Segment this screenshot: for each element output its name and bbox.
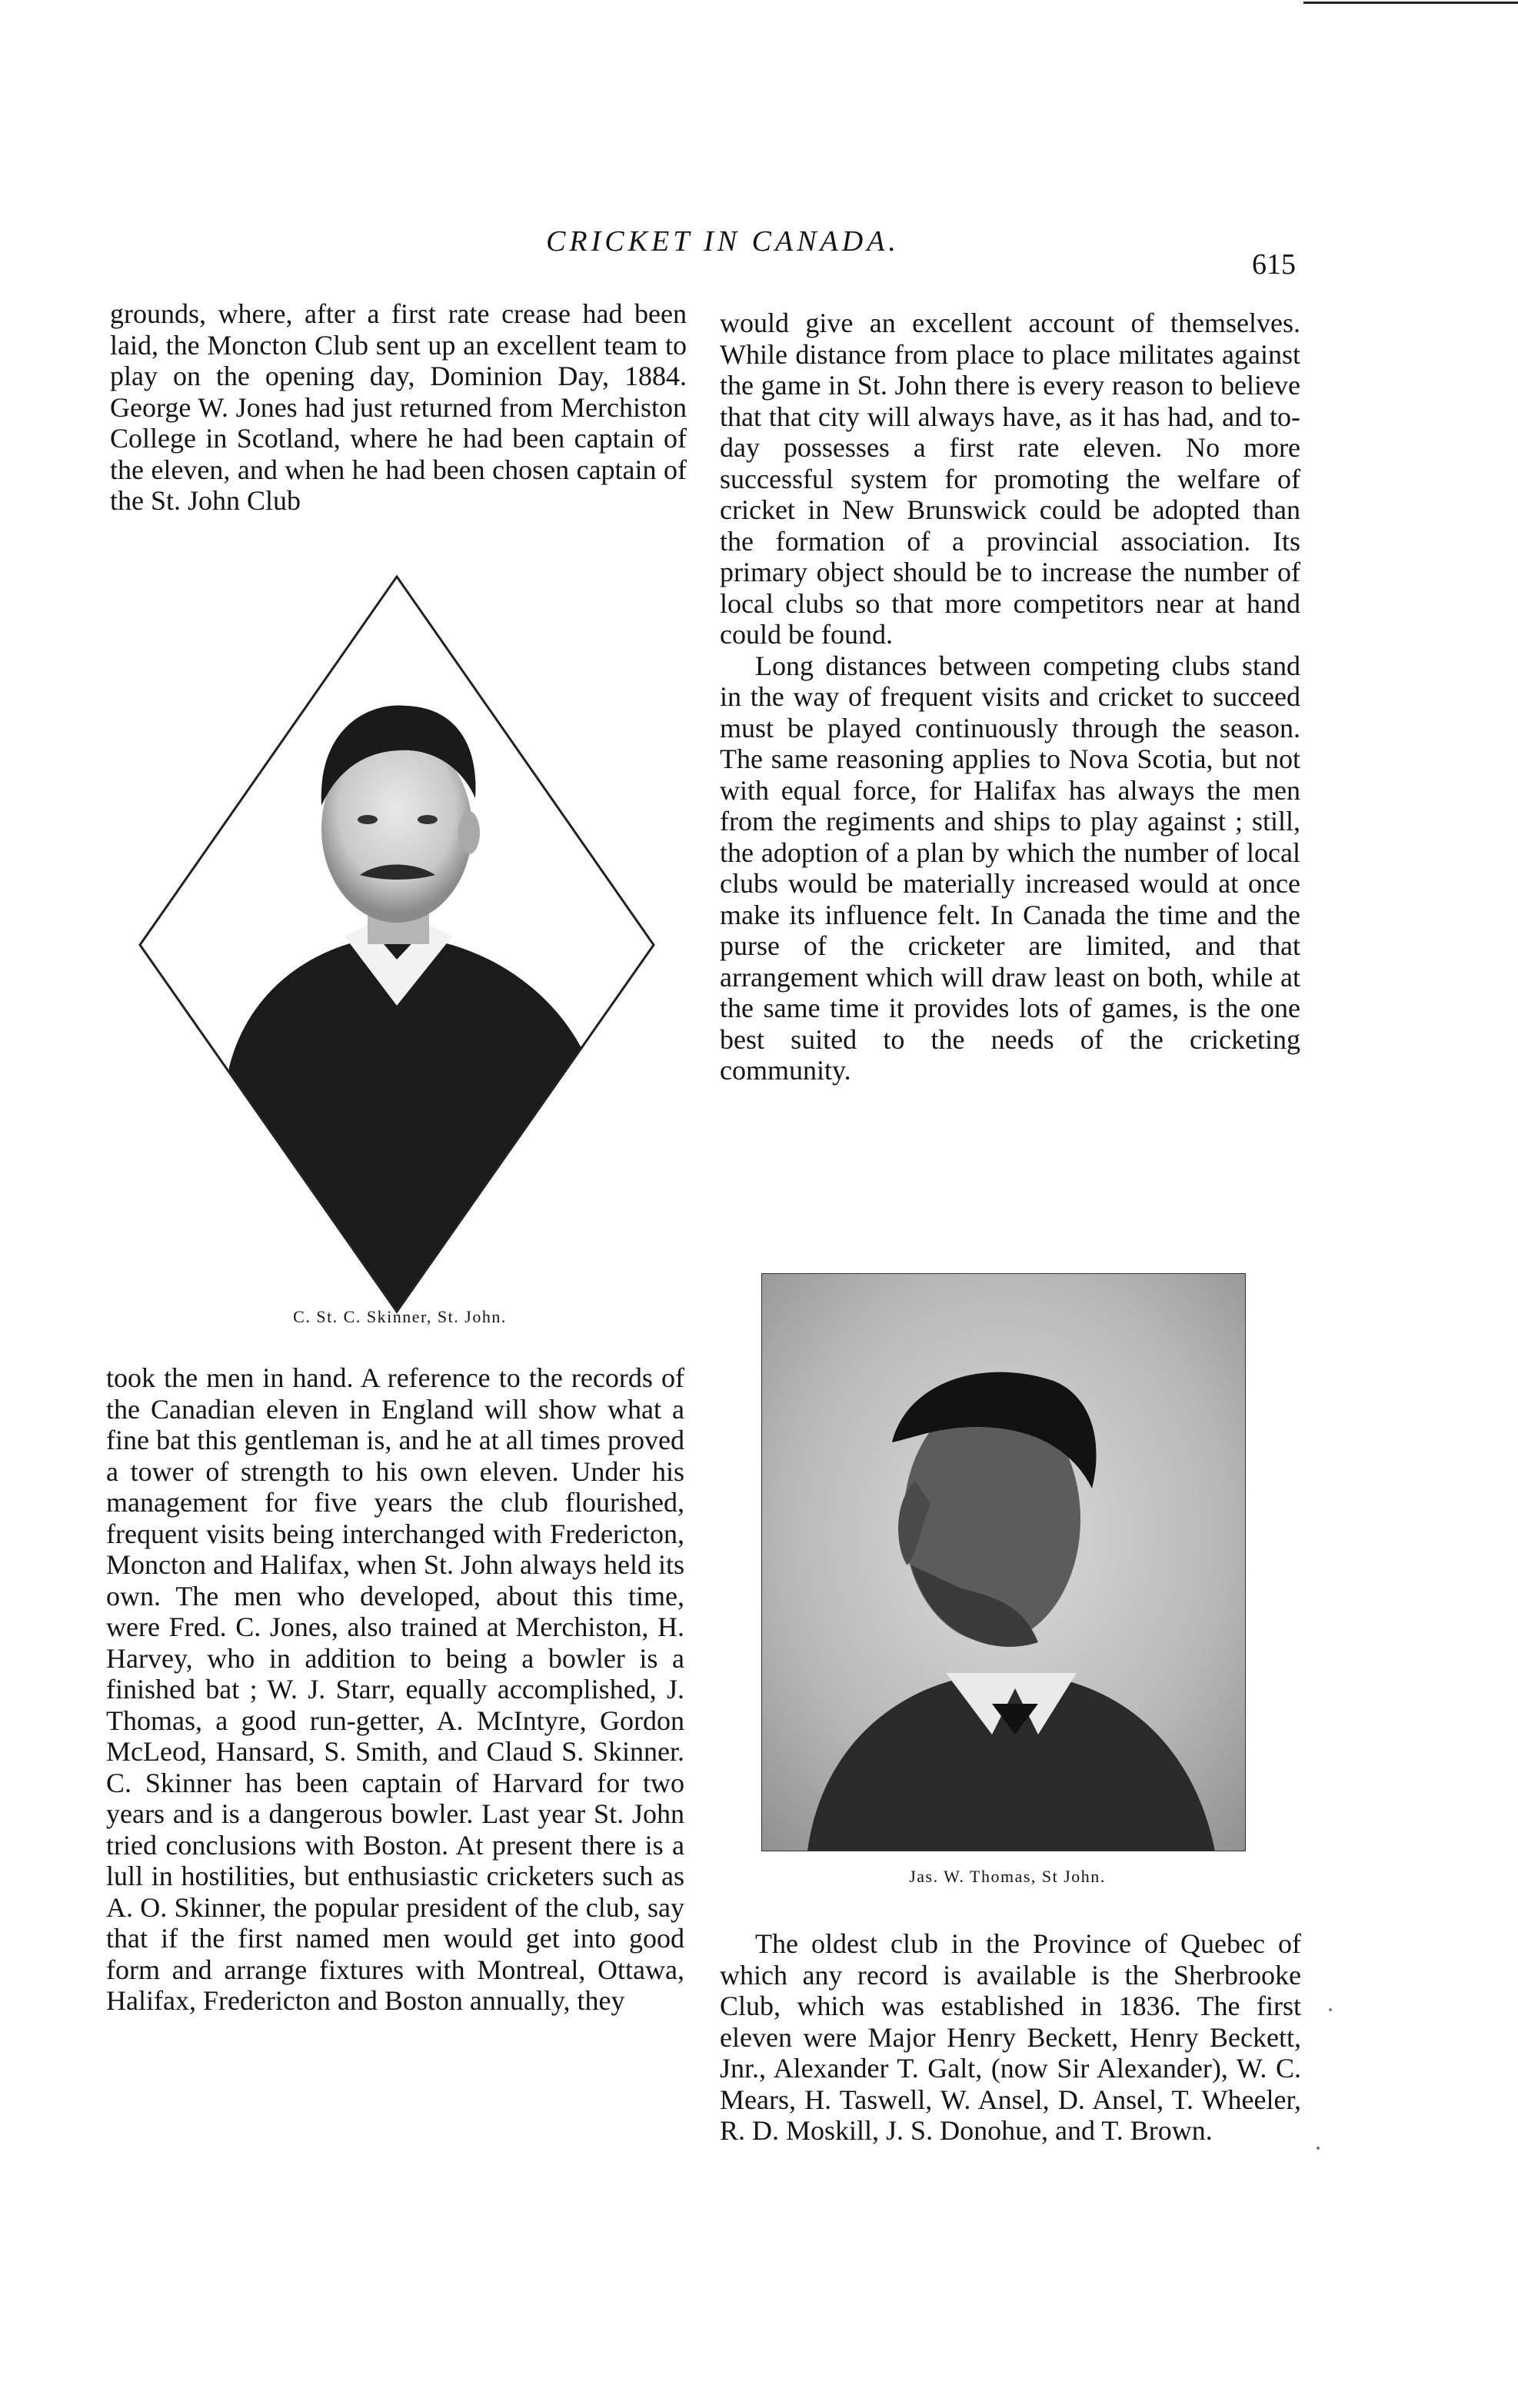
left-column-bottom xyxy=(106,1362,684,2017)
diamond-portrait-image xyxy=(137,575,657,1315)
paragraph: grounds, where, after a first rate crease had been laid, the Moncton Club sent up an excellent team to play on the opening day, Dominion Day, 1884. George W. Jones had just returned from Merchiston College in Scotland, where he had been captain of the eleven, and when he had been chosen captain of the St. John Club xyxy=(110,298,687,516)
portrait-thomas xyxy=(761,1273,1246,1851)
paragraph: took the men in hand. A reference to the records of the Canadian eleven in England will show what a fine bat this gentleman is, and he at all times proved a tower of strength to his own eleven. Under his management for five years the club flourished, frequent visits being interchanged with Fredericton, Moncton and Halifax, when St. John always held its own. The men who developed, about this time, were Fred. C. Jones, also trained at Merchiston, H. Harvey, who in addition to being a bowler is a finished bat ; W. J. Starr, equally accomplished, J. Thomas, a good run-getter, A. McIntyre, Gordon McLeod, Hansard, S. Smith, and Claud S. Skinner. C. Skinner has been captain of Harvard for two years and is a dangerous bowler. Last year St. John tried conclusions with Boston. At present there is a lull in hostilities, but enthusiastic cricketers such as A. O. Skinner, the popular president of the club, say that if the first named men would get into good form and arrange fixtures with Montreal, Ottawa, Halifax, Fredericton and Boston annually, they xyxy=(106,1362,684,2016)
right-column-top xyxy=(720,308,1300,1086)
paragraph: would give an excellent account of themselves. While distance from place to place militates against the game in St. John there is every reason to believe that that city will always have, as it has had, and to-day possesses a first rate eleven. No more successful system for promoting the welfare of cricket in New Brunswick could be adopted than the formation of a provincial association. Its primary object should be to increase the number of local clubs so that more competitors near at hand could be found. xyxy=(720,308,1300,650)
paragraph: The oldest club in the Province of Quebec of which any record is available is the Sherbrooke Club, which was established in 1836. The first eleven were Major Henry Beckett, Henry Beckett, Jnr., Alexander T. Galt, (now Sir Alexander), W. C. Mears, H. Taswell, W. Ansel, D. Ansel, T. Wheeler, R. D. Moskill, J. S. Donohue, and T. Brown. xyxy=(720,1928,1301,2146)
portrait-2-caption: Jas. W. Thomas, St John. xyxy=(909,1867,1106,1886)
running-head: CRICKET IN CANADA. xyxy=(546,225,900,258)
right-column-bottom xyxy=(720,1928,1301,2147)
portrait-skinner xyxy=(137,575,657,1315)
portrait-1-caption: C. St. C. Skinner, St. John. xyxy=(293,1307,507,1326)
left-column-top xyxy=(110,298,687,517)
page-number: 615 xyxy=(1252,248,1296,281)
print-speck xyxy=(1329,2008,1332,2011)
top-edge-rule xyxy=(1303,2,1518,4)
paragraph: Long distances between competing clubs stand in the way of frequent visits and cricket to succeed must be played continuously through the season. The same reasoning applies to Nova Scotia, but not with equal force, for Halifax has always the men from the regiments and ships to play against ; still, the adoption of a plan by which the number of local clubs would be materially increased would at once make its influence felt. In Canada the time and the purse of the cricketer are limited, and that arrangement which will draw least on both, while at the same time it provides lots of games, is the one best suited to the needs of the cricketing community. xyxy=(720,650,1300,1086)
rectangular-portrait-image xyxy=(761,1273,1246,1851)
print-speck xyxy=(1317,2147,1320,2150)
